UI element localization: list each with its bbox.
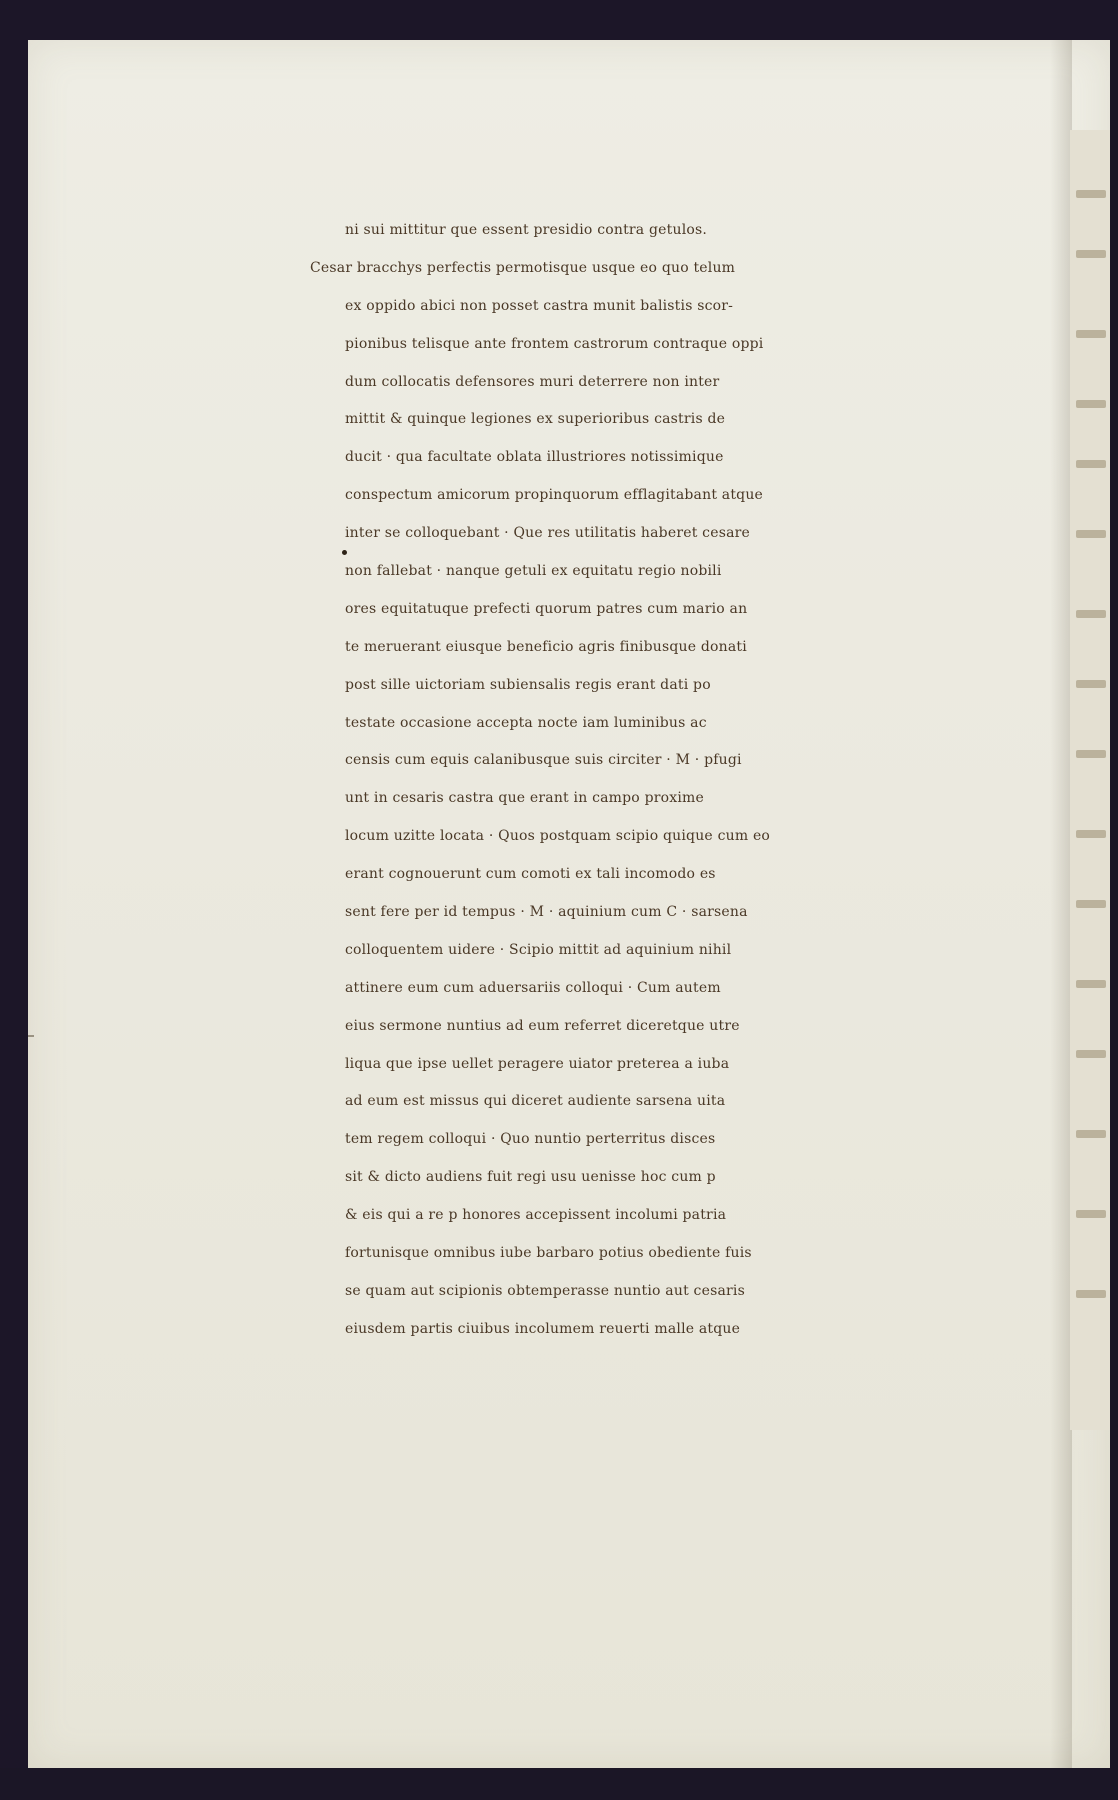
manuscript-line: eius sermone nuntius ad eum referret diceretque utre xyxy=(345,1017,740,1034)
manuscript-line: te meruerant eiusque beneficio agris finibusque donati xyxy=(345,638,747,655)
scan-frame-top xyxy=(0,0,1118,40)
manuscript-line: fortunisque omnibus iube barbaro potius obediente fuis xyxy=(345,1245,752,1262)
manuscript-line: post sille uictoriam subiensalis regis erant dati po xyxy=(345,676,711,693)
manuscript-line: sent fere per id tempus · M · aquinium cum C · sarsena xyxy=(345,904,748,921)
manuscript-line: inter se colloquebant · Que res utilitatis haberet cesare xyxy=(345,525,751,542)
page-fold-mark xyxy=(28,1035,34,1037)
manuscript-line: liqua que ipse uellet peragere uiator preterea a iuba xyxy=(345,1055,730,1072)
manuscript-line: erant cognouerunt cum comoti ex tali incomodo es xyxy=(345,866,716,883)
manuscript-line: & eis qui a re p honores accepissent incolumi patria xyxy=(345,1207,727,1224)
manuscript-line: Cesar bracchys perfectis permotisque usque eo quo telum xyxy=(310,259,736,276)
manuscript-line: mittit & quinque legiones ex superioribus castris de xyxy=(345,411,726,428)
facing-page-text-fragment xyxy=(1076,190,1106,198)
manuscript-text-column xyxy=(310,212,1092,1349)
manuscript-line: unt in cesaris castra que erant in campo proxime xyxy=(345,790,704,807)
manuscript-line: ad eum est missus qui diceret audiente sarsena uita xyxy=(345,1093,726,1110)
manuscript-line: attinere eum cum aduersariis colloqui · Cum autem xyxy=(345,979,721,996)
manuscript-line: tem regem colloqui · Quo nuntio perterritus disces xyxy=(345,1131,716,1148)
manuscript-line: conspectum amicorum propinquorum efflagitabant atque xyxy=(345,487,764,504)
manuscript-line: ni sui mittitur que essent presidio contra getulos. xyxy=(345,222,708,238)
manuscript-line: colloquentem uidere · Scipio mittit ad aquinium nihil xyxy=(345,941,732,958)
manuscript-line: locum uzitte locata · Quos postquam scipio quique cum eo xyxy=(345,828,771,845)
manuscript-line: ores equitatuque prefecti quorum patres cum mario an xyxy=(345,600,748,617)
manuscript-line: pionibus telisque ante frontem castrorum contraque oppi xyxy=(345,335,764,352)
manuscript-line: ex oppido abici non posset castra munit balistis scor- xyxy=(345,297,734,314)
manuscript-line: ducit · qua facultate oblata illustriores notissimique xyxy=(345,449,724,466)
manuscript-line: censis cum equis calanibusque suis circiter · M · pfugi xyxy=(345,752,742,769)
scan-frame-left xyxy=(0,0,28,1800)
manuscript-line: dum collocatis defensores muri deterrere non inter xyxy=(345,373,720,390)
manuscript-line: testate occasione accepta nocte iam luminibus ac xyxy=(345,714,707,731)
manuscript-line: non fallebat · nanque getuli ex equitatu regio nobili xyxy=(345,563,722,580)
manuscript-line: eiusdem partis ciuibus incolumem reuerti malle atque xyxy=(345,1320,741,1337)
scan-frame-bottom xyxy=(0,1768,1118,1800)
manuscript-line: sit & dicto audiens fuit regi usu uenisse hoc cum p xyxy=(345,1169,716,1186)
manuscript-line: se quam aut scipionis obtemperasse nuntio aut cesaris xyxy=(345,1282,745,1299)
